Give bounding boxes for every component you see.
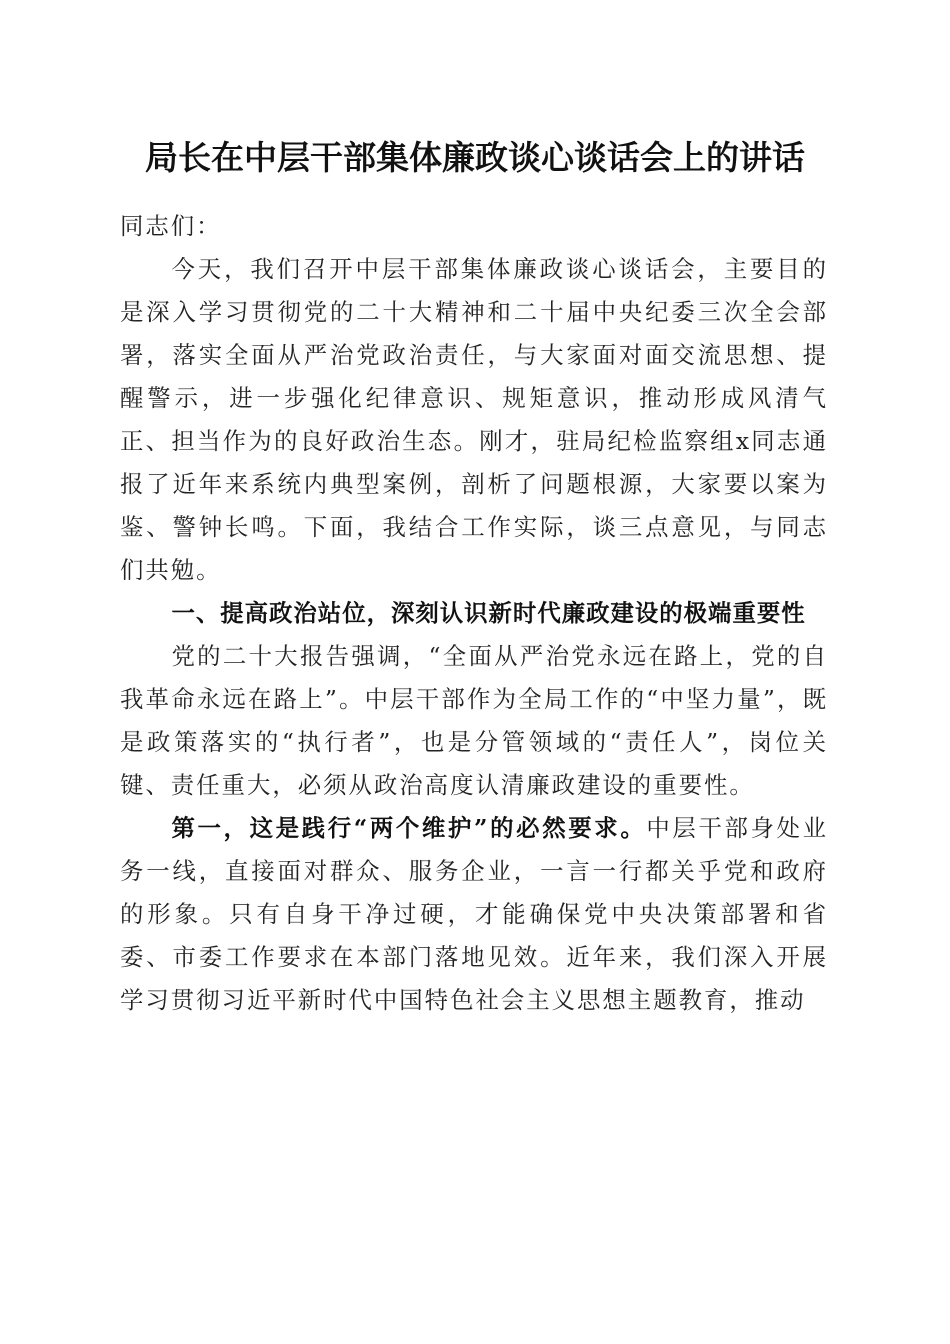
salutation: 同志们：: [120, 212, 222, 240]
section-heading-1: 一、提高政治站位，深刻认识新时代廉政建设的极端重要性: [171, 599, 806, 627]
point-one-text: 中层干部身处业务一线，直接面对群众、服务企业，一言一行都关乎党和政府的形象。只有自身干净过硬，才能确保党中央决策部署和省委、市委工作要求在本部门落地见效。近年来，我们深入开展学习贯彻习近平新时代中国特色社会主义思想主题教育，推动: [120, 814, 828, 1014]
document-body: [120, 205, 828, 1022]
point-one-paragraph: [120, 807, 828, 1022]
point-one-lead: 第一，这是践行“两个维护”的必然要求。: [171, 814, 647, 842]
intro-paragraph: 今天，我们召开中层干部集体廉政谈心谈话会，主要目的是深入学习贯彻党的二十大精神和二十届中央纪委三次全会部署，落实全面从严治党政治责任，与大家面对面交流思想、提醒警示，进一步强化纪律意识、规矩意识，推动形成风清气正、担当作为的良好政治生态。刚才，驻局纪检监察组x同志通报了近年来系统内典型案例，剖析了问题根源，大家要以案为鉴、警钟长鸣。下面，我结合工作实际，谈三点意见，与同志们共勉。: [120, 255, 828, 584]
document-title: 局长在中层干部集体廉政谈心谈话会上的讲话: [145, 138, 805, 177]
section1-paragraph: 党的二十大报告强调，“全面从严治党永远在路上，党的自我革命永远在路上”。中层干部作为全局工作的“中坚力量”，既是政策落实的“执行者”，也是分管领域的“责任人”，岗位关键、责任重大，必须从政治高度认清廉政建设的重要性。: [120, 642, 828, 799]
